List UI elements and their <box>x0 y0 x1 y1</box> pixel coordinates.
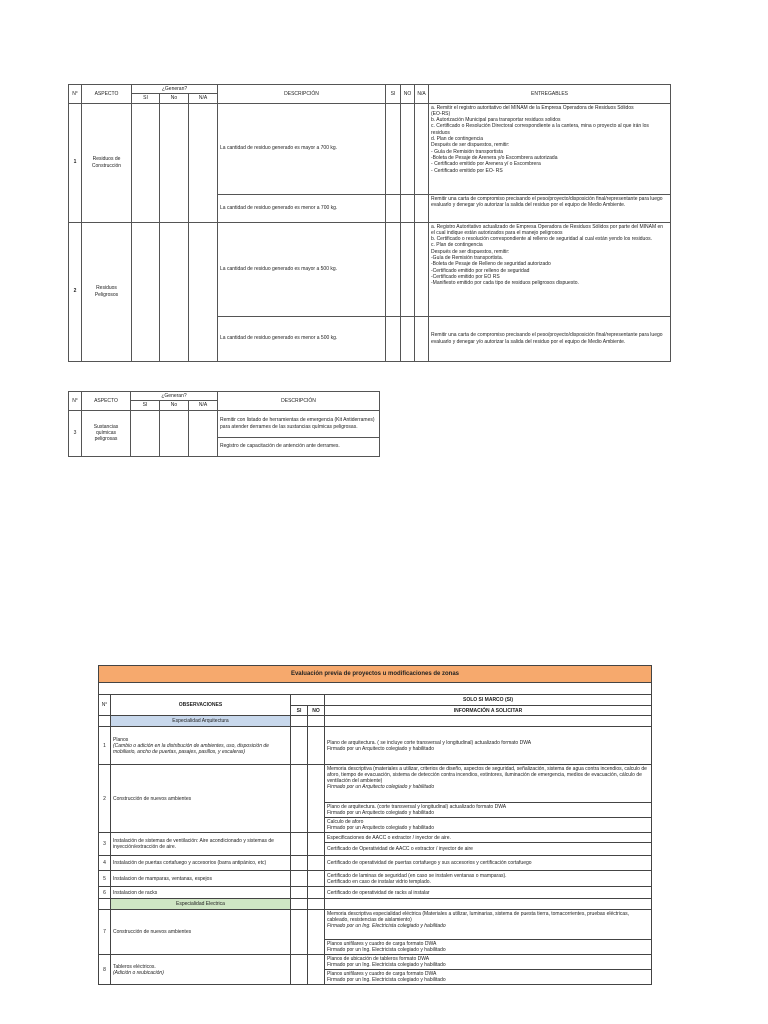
row-aspect: Residuos de Construcción <box>82 103 132 222</box>
row-info <box>325 765 652 803</box>
header-si: SI <box>131 401 160 410</box>
header-si: SI <box>132 94 160 103</box>
observation-line: Tableros eléctricos. <box>113 963 156 970</box>
row-num: 7 <box>99 910 111 955</box>
row-info <box>325 970 652 985</box>
checkbox-cell-no2[interactable] <box>401 103 415 194</box>
row-aspect: Sustancias químicas peligrosas <box>82 410 131 456</box>
header-na: N/A <box>189 94 218 103</box>
deliverable-line: (EO-RS) <box>431 110 451 117</box>
specialty-architecture: Especialidad Arquitectura <box>111 716 291 727</box>
table-row <box>69 103 671 194</box>
table-row <box>99 727 652 765</box>
checkbox-cell-na2[interactable] <box>415 103 429 194</box>
info-line: Certificado de laminas de seguridad (en caso se instalen ventanas o mamparas). <box>327 872 507 879</box>
evaluation-title: Evaluación previa de proyectos u modificaciones de zonas <box>99 666 652 683</box>
info-line: Planos unifilares y cuadro de carga formato DWA <box>327 941 437 947</box>
project-evaluation-table <box>98 665 652 985</box>
chemicals-table <box>68 391 380 457</box>
deliverable-line: b. Certificado o resolución correspondiente al relleno de seguridad al cual están yendo los residuos. <box>431 236 652 243</box>
row-num: 2 <box>99 765 111 833</box>
row-description: Registro de capacitación de antención ante derrames. <box>218 437 380 456</box>
row-info: Especificaciones de AACC o extractor / inyector de aire. <box>325 833 652 843</box>
header-num: N° <box>69 392 82 411</box>
header-aspect: ASPECTO <box>82 392 131 411</box>
row-info <box>325 727 652 765</box>
observation-line: (Cambio o adición en la distribución de ambientes, uso, disposición de mobiliario, ancho de puertas, pasajes, pasillos, y escaleras) <box>113 742 269 755</box>
checkbox-cell-si[interactable] <box>291 727 308 765</box>
checkbox-cell-na2[interactable] <box>415 194 429 222</box>
row-deliverables <box>429 222 671 316</box>
row-info <box>325 910 652 940</box>
info-line: Calculo de aforo <box>327 819 364 825</box>
deliverable-line: -Manifiesto emitido por cada tipo de residuos peligrosos dispuesto. <box>431 280 579 287</box>
checkbox-cell-na[interactable] <box>189 410 218 456</box>
table-row <box>99 910 652 940</box>
header-no: No <box>160 94 189 103</box>
deliverable-line: Después de ser dispuestos, remitir: <box>431 142 510 149</box>
row-deliverables: Remitir una carta de compromiso precisando el peso/proyecto/disposición final/representante para luego evaluarlo y denegar y/o autorizar la salida del residuo por el equipo de Medio Ambiente. <box>429 194 671 222</box>
header-info: INFORMACIÓN A SOLICITAR <box>325 706 652 716</box>
checkbox-cell-no[interactable] <box>308 833 325 856</box>
row-info: Certificado de Operatividad de AACC o extractor / inyector de aire <box>325 843 652 856</box>
row-deliverables: Remitir una carta de compromiso precisando el peso/proyecto/disposición final/representante para luego evaluarlo y denegar y/o autorizar la salida del residuo por el equipo de Medio Ambiente. <box>429 316 671 361</box>
info-line: Firmado por un Ing. Electricista colegiado y habilitado <box>327 977 446 983</box>
spec-spacer <box>99 716 111 727</box>
info-line: Plano de arquitectura. (corte transversal y longitudinal) actualizado formato DWA <box>327 804 507 810</box>
info-line: Firmado por un Arquitecto colegiado y habilitado <box>327 784 435 790</box>
info-line: Firmado por un Arquitecto colegiado y habilitado <box>327 810 435 816</box>
header-observations: OBSERVACIONES <box>111 695 291 716</box>
row-observation: Instalacion de racks <box>111 887 291 899</box>
deliverable-line: Después de ser dispuestos, remitir: <box>431 248 510 255</box>
header-generate: ¿Generan? <box>131 392 218 401</box>
checkbox-cell-si[interactable] <box>291 887 308 899</box>
row-info <box>325 871 652 887</box>
row-observation: Instalación de puertas cortafuego y accesorios (barra antipánico, etc) <box>111 856 291 871</box>
table-row <box>99 955 652 970</box>
info-line: Plano de arquitectura. ( se incluye corte transversal y longitudinal) actualizado formato DWA <box>327 739 532 746</box>
checkbox-cell-si[interactable] <box>291 871 308 887</box>
table-row <box>99 887 652 899</box>
header-no: No <box>160 401 189 410</box>
checkbox-cell-no[interactable] <box>308 765 325 833</box>
deliverable-line: - Certificado emitido por EO- RS <box>431 167 503 174</box>
row-num: 1 <box>69 103 82 222</box>
row-num: 2 <box>69 222 82 361</box>
deliverable-line: -Certificado emitido por relleno de seguridad <box>431 267 530 274</box>
deliverable-line: -Guía de Remisión transportista. <box>431 255 503 262</box>
checkbox-cell-si[interactable] <box>291 955 308 985</box>
header-si2: SI <box>386 85 401 104</box>
checkbox-cell-no[interactable] <box>308 955 325 985</box>
header-only-if: SOLO SI MARCO (SI) <box>325 695 652 706</box>
checkbox-cell-no2[interactable] <box>401 316 415 361</box>
spacer-row <box>99 683 652 695</box>
row-num: 1 <box>99 727 111 765</box>
table-row <box>69 410 380 437</box>
checkbox-cell-si2[interactable] <box>386 316 401 361</box>
deliverable-line: -Boleta de Pesaje de Relleno de seguridad autorizado <box>431 261 551 268</box>
header-generate: ¿Generan? <box>132 85 218 94</box>
checkbox-cell-si[interactable] <box>291 765 308 833</box>
deliverable-line: b. Autorización Municipal para transportar residuos solidos <box>431 117 561 124</box>
checkbox-cell-no[interactable] <box>308 727 325 765</box>
row-num: 6 <box>99 887 111 899</box>
checkbox-cell-no[interactable] <box>308 856 325 871</box>
info-line: Firmado por un Arquitecto colegiado y habilitado <box>327 825 435 831</box>
deliverable-line: - Certificado emitido por Arenera y/ o Escombrera <box>431 161 541 168</box>
row-info: Certificado de operatividad de puertas cortafuego y sus accesorios y certificación cortafuego <box>325 856 652 871</box>
info-line: Firmado por un Ing. Electricista colegiado y habilitado <box>327 923 446 929</box>
deliverable-line: a. Remitir el registro autoritativo del MINAM de la Empresa Operadora de Residuos Sólidos <box>431 104 634 111</box>
spec-spacer <box>99 899 111 910</box>
table-row <box>69 222 671 316</box>
table-row <box>99 871 652 887</box>
checkbox-cell-si[interactable] <box>291 856 308 871</box>
table-row <box>99 833 652 843</box>
row-observation: Construcción de nuevos ambientes <box>111 765 291 833</box>
info-line: Memoria descriptiva (materiales a utilizar, criterios de diseño, aspectos de seguridad, señalización, sistema de agua contra incendios, calculo de aforo, tiempo de evacuación, sistema de detección contra incendios, extintores, iluminación de emergencia, medios de evacuación, cálculo de ventilación del ambiente) <box>327 766 647 784</box>
info-line: Firmado por un Ing. Electricista colegiado y habilitado <box>327 947 446 953</box>
header-blank <box>291 695 325 706</box>
specialty-electrical: Especialidad Electrica <box>111 899 291 910</box>
header-aspect: ASPECTO <box>82 85 132 104</box>
row-info <box>325 818 652 833</box>
row-info <box>325 940 652 955</box>
table-row <box>99 765 652 803</box>
deliverable-line: - Guía de Remisión transportista <box>431 148 503 155</box>
observation-line: (Adición o reubicación) <box>113 969 164 976</box>
row-info: Certificado de operatividad de racks al instalar <box>325 887 652 899</box>
row-description: Remitir con listado de herramientas de emergencia (Kit Antiderrames) para atender derrames de las sustancias químicas peligrosas. <box>218 410 380 437</box>
header-num: N° <box>69 85 82 104</box>
checkbox-cell-si[interactable] <box>132 103 160 222</box>
checkbox-cell-na[interactable] <box>189 222 218 361</box>
checkbox-cell-na[interactable] <box>189 103 218 222</box>
info-line: Planos unifilares y cuadro de carga formato DWA <box>327 971 437 977</box>
row-observation <box>111 727 291 765</box>
checkbox-cell-no[interactable] <box>308 910 325 955</box>
header-deliverables: ENTREGABLES <box>429 85 671 104</box>
checkbox-cell-si[interactable] <box>291 833 308 856</box>
info-line: Firmado por un Ing. Electricista colegiado y habilitado <box>327 962 446 968</box>
observation-line: Planos <box>113 736 129 743</box>
header-no2: NO <box>401 85 415 104</box>
table-row <box>99 856 652 871</box>
row-observation <box>111 955 291 985</box>
checkbox-cell-si2[interactable] <box>386 222 401 316</box>
checkbox-cell-no2[interactable] <box>401 222 415 316</box>
row-info <box>325 803 652 818</box>
info-line: Certificado en caso de instalar vidrio templado. <box>327 878 431 885</box>
waste-deliverables-table <box>68 84 671 362</box>
row-description: La cantidad de residuo generado es mayor a 500 kg. <box>218 222 386 316</box>
row-deliverables <box>429 103 671 194</box>
header-na: N/A <box>189 401 218 410</box>
header-description: DESCRIPCIÓN <box>218 85 386 104</box>
checkbox-cell-si[interactable] <box>132 222 160 361</box>
info-line: Planos de ubicación de tableros formato DWA <box>327 956 430 962</box>
row-num: 8 <box>99 955 111 985</box>
deliverable-line: c. Certificado o Resolución Directoral correspondiente a la cantera, mina o proyecto al que irán los residuos <box>431 123 649 136</box>
deliverable-line: c. Plan de contingencia <box>431 242 483 249</box>
row-description: La cantidad de residuo generado es mayor a 700 kg. <box>218 103 386 194</box>
info-line: Memoria descriptiva especialidad eléctrica (Materiales a utilizar, luminarias, sistema de puesta tierra, tomacorrientes, pruebas eléctricas, cableado, resistencias de aislamiento) <box>327 911 630 923</box>
checkbox-cell-na2[interactable] <box>415 316 429 361</box>
row-num: 3 <box>99 833 111 856</box>
checkbox-cell-no[interactable] <box>308 887 325 899</box>
deliverable-line: -Certificado emitido por EO RS <box>431 273 500 280</box>
checkbox-cell-no[interactable] <box>160 222 189 361</box>
row-description: La cantidad de residuo generado es menor a 500 kg. <box>218 316 386 361</box>
deliverable-line: d. Plan de contingencia <box>431 136 483 143</box>
checkbox-cell-no[interactable] <box>160 410 189 456</box>
checkbox-cell-si[interactable] <box>131 410 160 456</box>
deliverable-line: a. Registro Autoritativo actualizado de Empresa Operadora de Residuos Sólidos por parte del MINAM en el cual indique están autorizados para el manejo peligrosos <box>431 223 664 236</box>
checkbox-cell-no2[interactable] <box>401 194 415 222</box>
row-observation: Construcción de nuevos ambientes <box>111 910 291 955</box>
checkbox-cell-si[interactable] <box>291 910 308 955</box>
info-line: Firmado por un Arquitecto colegiado y habilitado <box>327 745 435 752</box>
header-description: DESCRIPCIÓN <box>218 392 380 411</box>
row-num: 5 <box>99 871 111 887</box>
row-aspect: Residuos Peligrosos <box>82 222 132 361</box>
checkbox-cell-na2[interactable] <box>415 222 429 316</box>
checkbox-cell-si2[interactable] <box>386 194 401 222</box>
header-si: SI <box>291 706 308 716</box>
row-description: La cantidad de residuo generado es menor a 700 kg. <box>218 194 386 222</box>
checkbox-cell-si2[interactable] <box>386 103 401 194</box>
row-observation: Instalación de sistemas de ventilación: Aire acondicionado y sistemas de inyección/extracción de aire. <box>111 833 291 856</box>
deliverable-line: -Boleta de Pesaje de Arenera y/o Escombrera autorizada <box>431 154 558 161</box>
row-info <box>325 955 652 970</box>
checkbox-cell-no[interactable] <box>160 103 189 222</box>
row-num: 4 <box>99 856 111 871</box>
row-observation: Instalacion de mamparas, ventanas, espejos <box>111 871 291 887</box>
header-num: N° <box>99 695 111 716</box>
header-no: NO <box>308 706 325 716</box>
row-num: 3 <box>69 410 82 456</box>
checkbox-cell-no[interactable] <box>308 871 325 887</box>
header-na2: N/A <box>415 85 429 104</box>
